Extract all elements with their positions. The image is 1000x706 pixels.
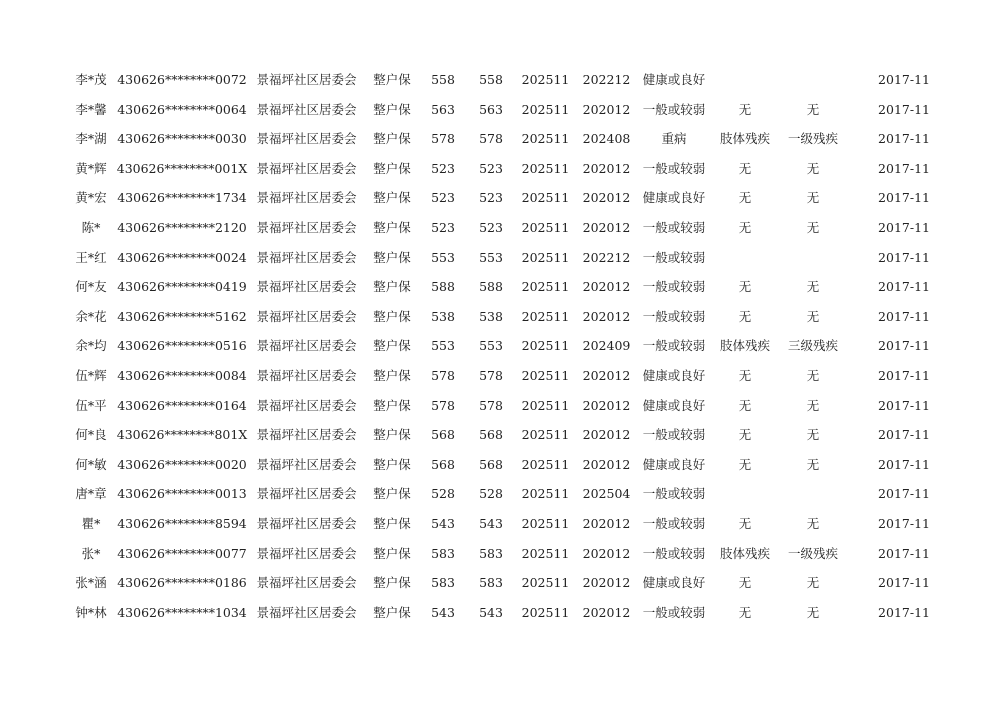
cell-amount-a: 553 xyxy=(431,338,455,354)
cell-period-b: 202012 xyxy=(582,575,631,591)
cell-amount-a: 543 xyxy=(431,604,455,620)
cell-disability-level: 一级残疾 xyxy=(787,131,838,147)
cell-name: 何*敏 xyxy=(75,456,107,472)
table-row xyxy=(66,65,930,95)
cell-health-status: 一般或较弱 xyxy=(642,219,706,235)
cell-period-a: 202511 xyxy=(521,397,570,413)
cell-date: 2017-11 xyxy=(878,367,930,383)
cell-date: 2017-11 xyxy=(878,604,930,620)
cell-date: 2017-11 xyxy=(878,515,930,531)
cell-id-number: 430626********0024 xyxy=(117,249,247,265)
cell-assistance-type: 整户保 xyxy=(373,131,411,147)
table-row xyxy=(66,124,930,154)
table-row xyxy=(66,361,930,391)
cell-health-status: 一般或较弱 xyxy=(642,515,706,531)
cell-id-number: 430626********001X xyxy=(116,160,248,176)
cell-organization: 景福坪社区居委会 xyxy=(256,515,357,531)
cell-amount-b: 558 xyxy=(479,72,503,87)
cell-organization: 景福坪社区居委会 xyxy=(256,279,357,295)
cell-id-number: 430626********0077 xyxy=(117,545,247,561)
cell-amount-b: 588 xyxy=(479,279,503,295)
cell-date: 2017-11 xyxy=(878,279,930,295)
cell-health-status: 健康或良好 xyxy=(642,575,706,591)
cell-name: 余*花 xyxy=(75,308,107,324)
cell-assistance-type: 整户保 xyxy=(373,160,411,176)
cell-assistance-type: 整户保 xyxy=(373,279,411,295)
cell-id-number: 430626********8594 xyxy=(117,515,247,531)
cell-disability-level: 无 xyxy=(806,367,820,383)
cell-id-number: 430626********0084 xyxy=(117,367,247,383)
cell-name: 张* xyxy=(81,545,101,561)
cell-period-b: 202012 xyxy=(582,101,631,117)
cell-amount-a: 553 xyxy=(431,249,455,265)
cell-amount-b: 523 xyxy=(479,219,503,235)
cell-amount-a: 578 xyxy=(431,397,455,413)
cell-name: 伍*辉 xyxy=(75,367,107,383)
cell-health-status: 一般或较弱 xyxy=(642,545,706,561)
cell-disability-type: 无 xyxy=(738,427,752,443)
cell-assistance-type: 整户保 xyxy=(373,308,411,324)
cell-assistance-type: 整户保 xyxy=(373,190,411,206)
table-row xyxy=(66,479,930,509)
cell-disability-type: 无 xyxy=(738,101,752,117)
cell-disability-type xyxy=(711,479,779,509)
cell-assistance-type: 整户保 xyxy=(373,338,411,354)
cell-name: 黄*辉 xyxy=(75,160,107,176)
cell-amount-a: 523 xyxy=(431,190,455,206)
cell-amount-a: 583 xyxy=(431,545,455,561)
cell-id-number: 430626********5162 xyxy=(117,308,247,324)
table-row xyxy=(66,568,930,598)
cell-date: 2017-11 xyxy=(878,190,930,206)
cell-date: 2017-11 xyxy=(878,338,930,354)
cell-disability-type: 肢体残疾 xyxy=(719,338,770,354)
cell-period-a: 202511 xyxy=(521,545,570,561)
cell-name: 李*湖 xyxy=(75,131,107,147)
cell-id-number: 430626********0186 xyxy=(117,575,247,591)
cell-assistance-type: 整户保 xyxy=(373,515,411,531)
cell-date: 2017-11 xyxy=(878,131,930,147)
cell-disability-type: 无 xyxy=(738,219,752,235)
cell-period-b: 202012 xyxy=(582,367,631,383)
cell-health-status: 一般或较弱 xyxy=(642,338,706,354)
cell-amount-b: 523 xyxy=(479,160,503,176)
cell-organization: 景福坪社区居委会 xyxy=(256,308,357,324)
cell-disability-level: 三级残疾 xyxy=(787,338,838,354)
cell-name: 何*友 xyxy=(75,279,107,295)
cell-health-status: 一般或较弱 xyxy=(642,249,706,265)
cell-disability-level: 无 xyxy=(806,160,820,176)
cell-health-status: 健康或良好 xyxy=(642,190,706,206)
table-row xyxy=(66,331,930,361)
cell-period-b: 202012 xyxy=(582,190,631,206)
cell-period-a: 202511 xyxy=(521,575,570,591)
cell-disability-level: 无 xyxy=(806,515,820,531)
cell-health-status: 一般或较弱 xyxy=(642,427,706,443)
cell-organization: 景福坪社区居委会 xyxy=(256,427,357,443)
cell-health-status: 一般或较弱 xyxy=(642,604,706,620)
cell-organization: 景福坪社区居委会 xyxy=(256,249,357,265)
cell-amount-b: 528 xyxy=(479,486,503,502)
cell-amount-b: 543 xyxy=(479,604,503,620)
table-row xyxy=(66,539,930,569)
cell-organization: 景福坪社区居委会 xyxy=(256,486,357,502)
cell-name: 唐*章 xyxy=(75,486,107,502)
cell-id-number: 430626********1034 xyxy=(117,604,247,620)
cell-assistance-type: 整户保 xyxy=(373,397,411,413)
cell-organization: 景福坪社区居委会 xyxy=(256,367,357,383)
cell-health-status: 健康或良好 xyxy=(642,456,706,472)
cell-id-number: 430626********0064 xyxy=(117,101,247,117)
cell-amount-a: 543 xyxy=(431,515,455,531)
cell-amount-b: 583 xyxy=(479,575,503,591)
cell-organization: 景福坪社区居委会 xyxy=(256,190,357,206)
cell-period-a: 202511 xyxy=(521,604,570,620)
roster-table xyxy=(66,65,930,627)
cell-assistance-type: 整户保 xyxy=(373,575,411,591)
cell-assistance-type: 整户保 xyxy=(373,72,411,87)
cell-organization: 景福坪社区居委会 xyxy=(256,338,357,354)
cell-disability-level: 无 xyxy=(806,456,820,472)
cell-date: 2017-11 xyxy=(878,160,930,176)
cell-period-a: 202511 xyxy=(521,249,570,265)
table-row xyxy=(66,183,930,213)
cell-amount-b: 563 xyxy=(479,101,503,117)
cell-assistance-type: 整户保 xyxy=(373,427,411,443)
cell-amount-b: 583 xyxy=(479,545,503,561)
table-row xyxy=(66,213,930,243)
cell-name: 瞿* xyxy=(81,515,101,531)
cell-disability-type: 无 xyxy=(738,308,752,324)
cell-period-a: 202511 xyxy=(521,427,570,443)
cell-amount-b: 568 xyxy=(479,456,503,472)
cell-id-number: 430626********2120 xyxy=(117,219,247,235)
cell-assistance-type: 整户保 xyxy=(373,456,411,472)
cell-name: 伍*平 xyxy=(75,397,107,413)
table-row xyxy=(66,272,930,302)
cell-organization: 景福坪社区居委会 xyxy=(256,604,357,620)
cell-amount-b: 543 xyxy=(479,515,503,531)
cell-disability-type: 无 xyxy=(738,575,752,591)
cell-organization: 景福坪社区居委会 xyxy=(256,72,357,87)
cell-organization: 景福坪社区居委会 xyxy=(256,131,357,147)
cell-disability-type: 无 xyxy=(738,367,752,383)
cell-amount-a: 558 xyxy=(431,72,455,87)
cell-period-a: 202511 xyxy=(521,72,570,87)
cell-period-a: 202511 xyxy=(521,160,570,176)
cell-period-b: 202012 xyxy=(582,515,631,531)
cell-period-b: 202012 xyxy=(582,456,631,472)
cell-period-b: 202012 xyxy=(582,604,631,620)
cell-assistance-type: 整户保 xyxy=(373,367,411,383)
cell-id-number: 430626********0072 xyxy=(117,72,247,87)
cell-period-b: 202409 xyxy=(582,338,631,354)
cell-date: 2017-11 xyxy=(878,427,930,443)
cell-amount-a: 568 xyxy=(431,427,455,443)
cell-health-status: 健康或良好 xyxy=(642,367,706,383)
table-row xyxy=(66,95,930,125)
cell-amount-b: 523 xyxy=(479,190,503,206)
cell-disability-type: 肢体残疾 xyxy=(719,545,770,561)
cell-disability-type: 无 xyxy=(738,456,752,472)
cell-period-b: 202212 xyxy=(582,72,631,87)
cell-period-b: 202504 xyxy=(582,486,631,502)
cell-period-a: 202511 xyxy=(521,456,570,472)
cell-amount-a: 583 xyxy=(431,575,455,591)
cell-assistance-type: 整户保 xyxy=(373,545,411,561)
cell-organization: 景福坪社区居委会 xyxy=(256,397,357,413)
cell-amount-a: 578 xyxy=(431,131,455,147)
cell-name: 王*红 xyxy=(75,249,107,265)
cell-period-a: 202511 xyxy=(521,515,570,531)
cell-period-b: 202012 xyxy=(582,279,631,295)
cell-disability-type: 无 xyxy=(738,190,752,206)
cell-amount-b: 578 xyxy=(479,367,503,383)
cell-period-a: 202511 xyxy=(521,219,570,235)
cell-organization: 景福坪社区居委会 xyxy=(256,101,357,117)
cell-amount-a: 563 xyxy=(431,101,455,117)
cell-disability-level: 无 xyxy=(806,604,820,620)
cell-disability-type xyxy=(711,65,779,95)
cell-period-a: 202511 xyxy=(521,308,570,324)
cell-id-number: 430626********0419 xyxy=(117,279,247,295)
table-row xyxy=(66,420,930,450)
cell-disability-level: 无 xyxy=(806,219,820,235)
cell-id-number: 430626********0516 xyxy=(117,338,247,354)
cell-period-b: 202012 xyxy=(582,308,631,324)
cell-assistance-type: 整户保 xyxy=(373,249,411,265)
cell-health-status: 一般或较弱 xyxy=(642,101,706,117)
cell-disability-level: 无 xyxy=(806,308,820,324)
cell-amount-a: 538 xyxy=(431,308,455,324)
cell-disability-type: 无 xyxy=(738,160,752,176)
cell-id-number: 430626********0030 xyxy=(117,131,247,147)
cell-health-status: 重病 xyxy=(661,131,687,147)
cell-disability-level xyxy=(779,479,847,509)
cell-name: 李*茂 xyxy=(75,72,107,87)
cell-health-status: 健康或良好 xyxy=(642,72,706,87)
cell-amount-a: 523 xyxy=(431,219,455,235)
cell-period-a: 202511 xyxy=(521,486,570,502)
cell-amount-b: 538 xyxy=(479,308,503,324)
cell-assistance-type: 整户保 xyxy=(373,604,411,620)
cell-organization: 景福坪社区居委会 xyxy=(256,575,357,591)
cell-disability-type: 无 xyxy=(738,279,752,295)
table-row xyxy=(66,598,930,628)
cell-period-a: 202511 xyxy=(521,131,570,147)
cell-amount-b: 553 xyxy=(479,249,503,265)
cell-amount-b: 578 xyxy=(479,397,503,413)
cell-disability-level: 无 xyxy=(806,190,820,206)
table-row xyxy=(66,154,930,184)
cell-disability-level xyxy=(779,65,847,95)
cell-period-b: 202012 xyxy=(582,219,631,235)
cell-id-number: 430626********801X xyxy=(116,427,248,443)
cell-assistance-type: 整户保 xyxy=(373,486,411,502)
table-row xyxy=(66,302,930,332)
cell-disability-type: 无 xyxy=(738,515,752,531)
cell-health-status: 一般或较弱 xyxy=(642,308,706,324)
cell-amount-b: 578 xyxy=(479,131,503,147)
cell-id-number: 430626********0164 xyxy=(117,397,247,413)
cell-id-number: 430626********0020 xyxy=(117,456,247,472)
cell-name: 黄*宏 xyxy=(75,190,107,206)
cell-date: 2017-11 xyxy=(878,486,930,502)
cell-disability-level: 无 xyxy=(806,575,820,591)
cell-date: 2017-11 xyxy=(878,545,930,561)
table-row xyxy=(66,450,930,480)
cell-period-a: 202511 xyxy=(521,367,570,383)
cell-name: 余*均 xyxy=(75,338,107,354)
cell-amount-a: 588 xyxy=(431,279,455,295)
cell-period-a: 202511 xyxy=(521,101,570,117)
cell-period-b: 202012 xyxy=(582,397,631,413)
cell-period-a: 202511 xyxy=(521,338,570,354)
cell-amount-b: 553 xyxy=(479,338,503,354)
cell-id-number: 430626********0013 xyxy=(117,486,247,502)
cell-name: 张*涵 xyxy=(75,575,107,591)
cell-period-b: 202212 xyxy=(582,249,631,265)
cell-date: 2017-11 xyxy=(878,456,930,472)
cell-health-status: 健康或良好 xyxy=(642,397,706,413)
cell-assistance-type: 整户保 xyxy=(373,101,411,117)
cell-period-b: 202012 xyxy=(582,545,631,561)
table-row xyxy=(66,243,930,273)
cell-date: 2017-11 xyxy=(878,397,930,413)
cell-disability-level: 无 xyxy=(806,279,820,295)
cell-name: 陈* xyxy=(81,219,101,235)
cell-date: 2017-11 xyxy=(878,101,930,117)
cell-amount-a: 528 xyxy=(431,486,455,502)
cell-id-number: 430626********1734 xyxy=(117,190,247,206)
cell-organization: 景福坪社区居委会 xyxy=(256,456,357,472)
cell-assistance-type: 整户保 xyxy=(373,219,411,235)
cell-amount-a: 568 xyxy=(431,456,455,472)
cell-period-b: 202408 xyxy=(582,131,631,147)
cell-period-a: 202511 xyxy=(521,190,570,206)
cell-disability-type xyxy=(711,243,779,273)
cell-date: 2017-11 xyxy=(878,308,930,324)
cell-disability-type: 无 xyxy=(738,604,752,620)
cell-date: 2017-11 xyxy=(878,219,930,235)
cell-date: 2017-11 xyxy=(878,72,930,87)
cell-organization: 景福坪社区居委会 xyxy=(256,545,357,561)
cell-date: 2017-11 xyxy=(878,249,930,265)
roster-table-body xyxy=(66,65,930,627)
cell-name: 钟*林 xyxy=(75,604,107,620)
cell-date: 2017-11 xyxy=(878,575,930,591)
cell-organization: 景福坪社区居委会 xyxy=(256,160,357,176)
cell-disability-level xyxy=(779,243,847,273)
cell-period-b: 202012 xyxy=(582,160,631,176)
cell-disability-level: 无 xyxy=(806,397,820,413)
cell-period-b: 202012 xyxy=(582,427,631,443)
cell-health-status: 一般或较弱 xyxy=(642,160,706,176)
cell-amount-b: 568 xyxy=(479,427,503,443)
cell-disability-level: 无 xyxy=(806,427,820,443)
cell-name: 何*良 xyxy=(75,427,107,443)
cell-period-a: 202511 xyxy=(521,279,570,295)
cell-health-status: 一般或较弱 xyxy=(642,279,706,295)
cell-disability-level: 一级残疾 xyxy=(787,545,838,561)
table-row xyxy=(66,391,930,421)
table-row xyxy=(66,509,930,539)
cell-organization: 景福坪社区居委会 xyxy=(256,219,357,235)
cell-amount-a: 578 xyxy=(431,367,455,383)
cell-disability-type: 无 xyxy=(738,397,752,413)
cell-amount-a: 523 xyxy=(431,160,455,176)
cell-name: 李*馨 xyxy=(75,101,107,117)
cell-health-status: 一般或较弱 xyxy=(642,486,706,502)
cell-disability-level: 无 xyxy=(806,101,820,117)
cell-disability-type: 肢体残疾 xyxy=(719,131,770,147)
